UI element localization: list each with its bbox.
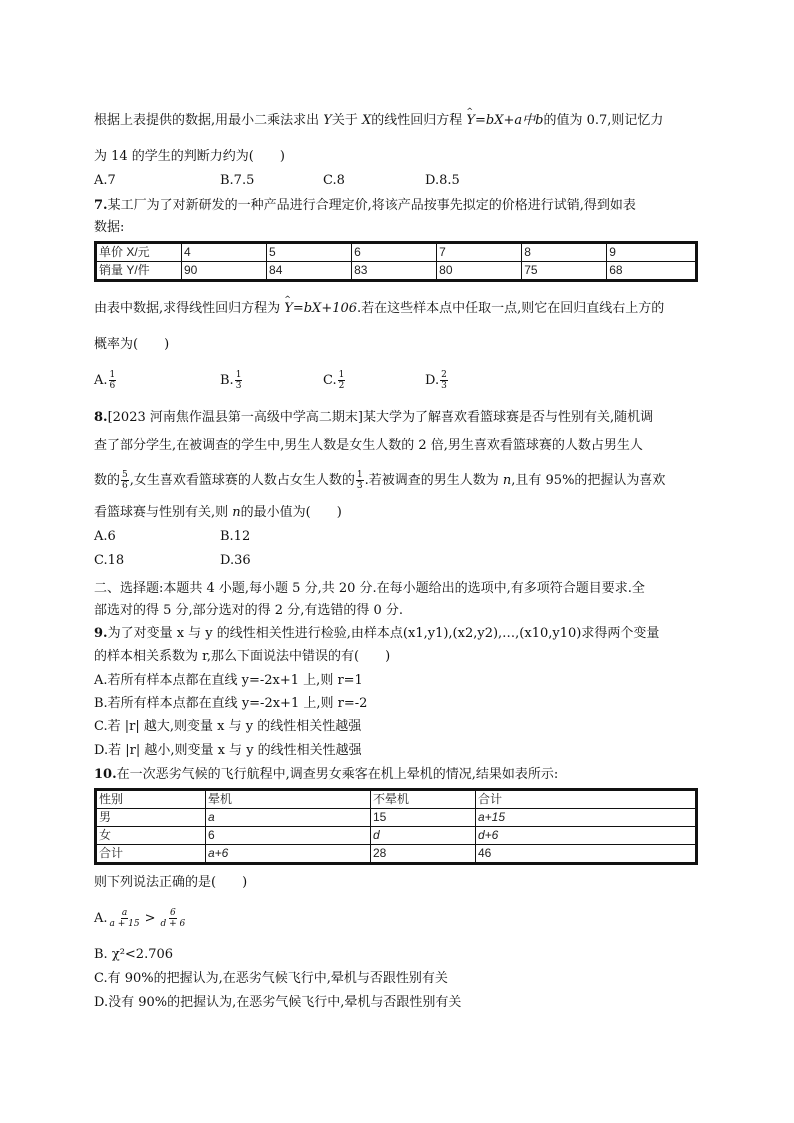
table-cell: 合计	[476, 790, 697, 809]
table-row	[96, 827, 697, 845]
table-cell: 68	[607, 262, 697, 281]
table-cell: 83	[352, 262, 437, 281]
table-cell: 销量 Y/件	[96, 262, 182, 281]
q9-option-a: A.若所有样本点都在直线 y=-2x+1 上,则 r=1	[94, 673, 363, 688]
q7-regression-equation: ^ Y=bX+106	[284, 300, 357, 318]
q6-line1: 根据上表提供的数据,用最小二乘法求出 Y关于 X的线性回归方程 ^ Y=bX+a中b的值为 0.7,则记忆力	[94, 112, 663, 130]
q6-option-d: D.8.5	[425, 173, 460, 188]
table-row	[96, 809, 697, 827]
table-cell: 5	[267, 243, 352, 262]
q6-line2: 为 14 的学生的判断力约为( )	[94, 149, 285, 164]
table-cell: d+6	[476, 827, 697, 845]
table-cell: a+15	[476, 809, 697, 827]
q8-line1: 8.[2023 河南焦作温县第一高级中学高二期末]某大学为了解喜欢看篮球赛是否与性别有关,随机调	[94, 410, 654, 425]
q10-option-a: A. $\frac{a}{a + 15}$ > $\frac{6}{d + 6}$	[94, 908, 186, 929]
q10-line1: 10.在一次恶劣气候的飞行航程中,调查男女乘客在机上晕机的情况,结果如表所示:	[94, 767, 559, 782]
table-cell: 不晕机	[371, 790, 476, 809]
table-cell: 7	[437, 243, 522, 262]
table-cell: 6	[352, 243, 437, 262]
table-row	[96, 790, 697, 809]
table-cell: 性别	[96, 790, 206, 809]
q10-airsick-table	[94, 788, 698, 865]
table-cell: 晕机	[206, 790, 371, 809]
table-cell: 4	[182, 243, 267, 262]
table-row	[96, 845, 697, 864]
q8-line2: 查了部分学生,在被调查的学生中,男生人数是女生人数的 2 倍,男生喜欢看篮球赛的人数占男生人	[94, 438, 643, 453]
q7-line1: 7.某工厂为了对新研发的一种产品进行合理定价,将该产品按事先拟定的价格进行试销,得到如表	[94, 198, 636, 213]
q9-option-b: B.若所有样本点都在直线 y=-2x+1 上,则 r=-2	[94, 696, 368, 711]
q9-line2: 的样本相关系数为 r,那么下面说法中错误的有( )	[94, 649, 391, 664]
table-row	[96, 262, 697, 281]
table-cell: 90	[182, 262, 267, 281]
q8-line3: 数的 $\frac{5}{6}$ ,女生喜欢看篮球赛的人数占女生人数的 $\frac{1}{3}$ .若被调查的男生人数为 n,且有 95%的把握认为喜欢	[94, 470, 666, 491]
q8-option-d: D.36	[220, 553, 251, 568]
q9-option-c: C.若 |r| 越大,则变量 x 与 y 的线性相关性越强	[94, 719, 362, 734]
section2-line1: 二、选择题:本题共 4 小题,每小题 5 分,共 20 分.在每小题给出的选项中,有多项符合题目要求.全	[94, 581, 645, 596]
q8-option-b: B.12	[220, 529, 251, 544]
q9-line1: 9.为了对变量 x 与 y 的线性相关性进行检验,由样本点(x1,y1),(x2,y2),…,(x10,y10)求得两个变量	[94, 626, 660, 641]
table-cell: 女	[96, 827, 206, 845]
table-cell: 28	[371, 845, 476, 864]
table-cell: 84	[267, 262, 352, 281]
section2-line2: 部选对的得 5 分,部分选对的得 2 分,有选错的得 0 分.	[94, 603, 404, 618]
table-cell: 46	[476, 845, 697, 864]
q8-option-a: A.6	[94, 529, 116, 544]
table-row	[96, 243, 697, 262]
q8-option-c: C.18	[94, 553, 125, 568]
q10-option-b: B. χ²<2.706	[94, 947, 174, 962]
q8-line4: 看篮球赛与性别有关,则 n的最小值为( )	[94, 505, 342, 520]
table-cell: 男	[96, 809, 206, 827]
table-cell: a+6	[206, 845, 371, 864]
table-cell: 75	[522, 262, 607, 281]
table-cell: 8	[522, 243, 607, 262]
q7-price-table	[94, 241, 698, 282]
table-cell: 15	[371, 809, 476, 827]
q6-regression-equation: ^ Y=bX+a中b	[466, 112, 543, 130]
table-cell: 单价 X/元	[96, 243, 182, 262]
q7-option-d: D. $\frac{2}{3}$	[425, 370, 447, 391]
q7-option-b: B. $\frac{1}{3}$	[220, 370, 242, 391]
q7-line4: 概率为( )	[94, 337, 170, 352]
q6-option-b: B.7.5	[220, 173, 255, 188]
table-cell: 80	[437, 262, 522, 281]
q9-option-d: D.若 |r| 越小,则变量 x 与 y 的线性相关性越强	[94, 743, 362, 758]
table-cell: 合计	[96, 845, 206, 864]
table-cell: 6	[206, 827, 371, 845]
q7-option-a: A. $\frac{1}{6}$	[94, 370, 116, 391]
table-cell: a	[206, 809, 371, 827]
q7-line2: 数据:	[94, 220, 125, 235]
q6-option-c: C.8	[323, 173, 345, 188]
q10-line2: 则下列说法正确的是( )	[94, 875, 248, 890]
table-cell: d	[371, 827, 476, 845]
table-cell: 9	[607, 243, 697, 262]
q6-option-a: A.7	[94, 173, 116, 188]
q10-option-d: D.没有 90%的把握认为,在恶劣气候飞行中,晕机与否跟性别有关	[94, 995, 462, 1010]
q7-line3: 由表中数据,求得线性回归方程为 ^ Y=bX+106.若在这些样本点中任取一点,则它在回归直线右上方的	[94, 300, 664, 318]
q10-option-c: C.有 90%的把握认为,在恶劣气候飞行中,晕机与否跟性别有关	[94, 971, 448, 986]
q7-option-c: C. $\frac{1}{2}$	[323, 370, 345, 391]
